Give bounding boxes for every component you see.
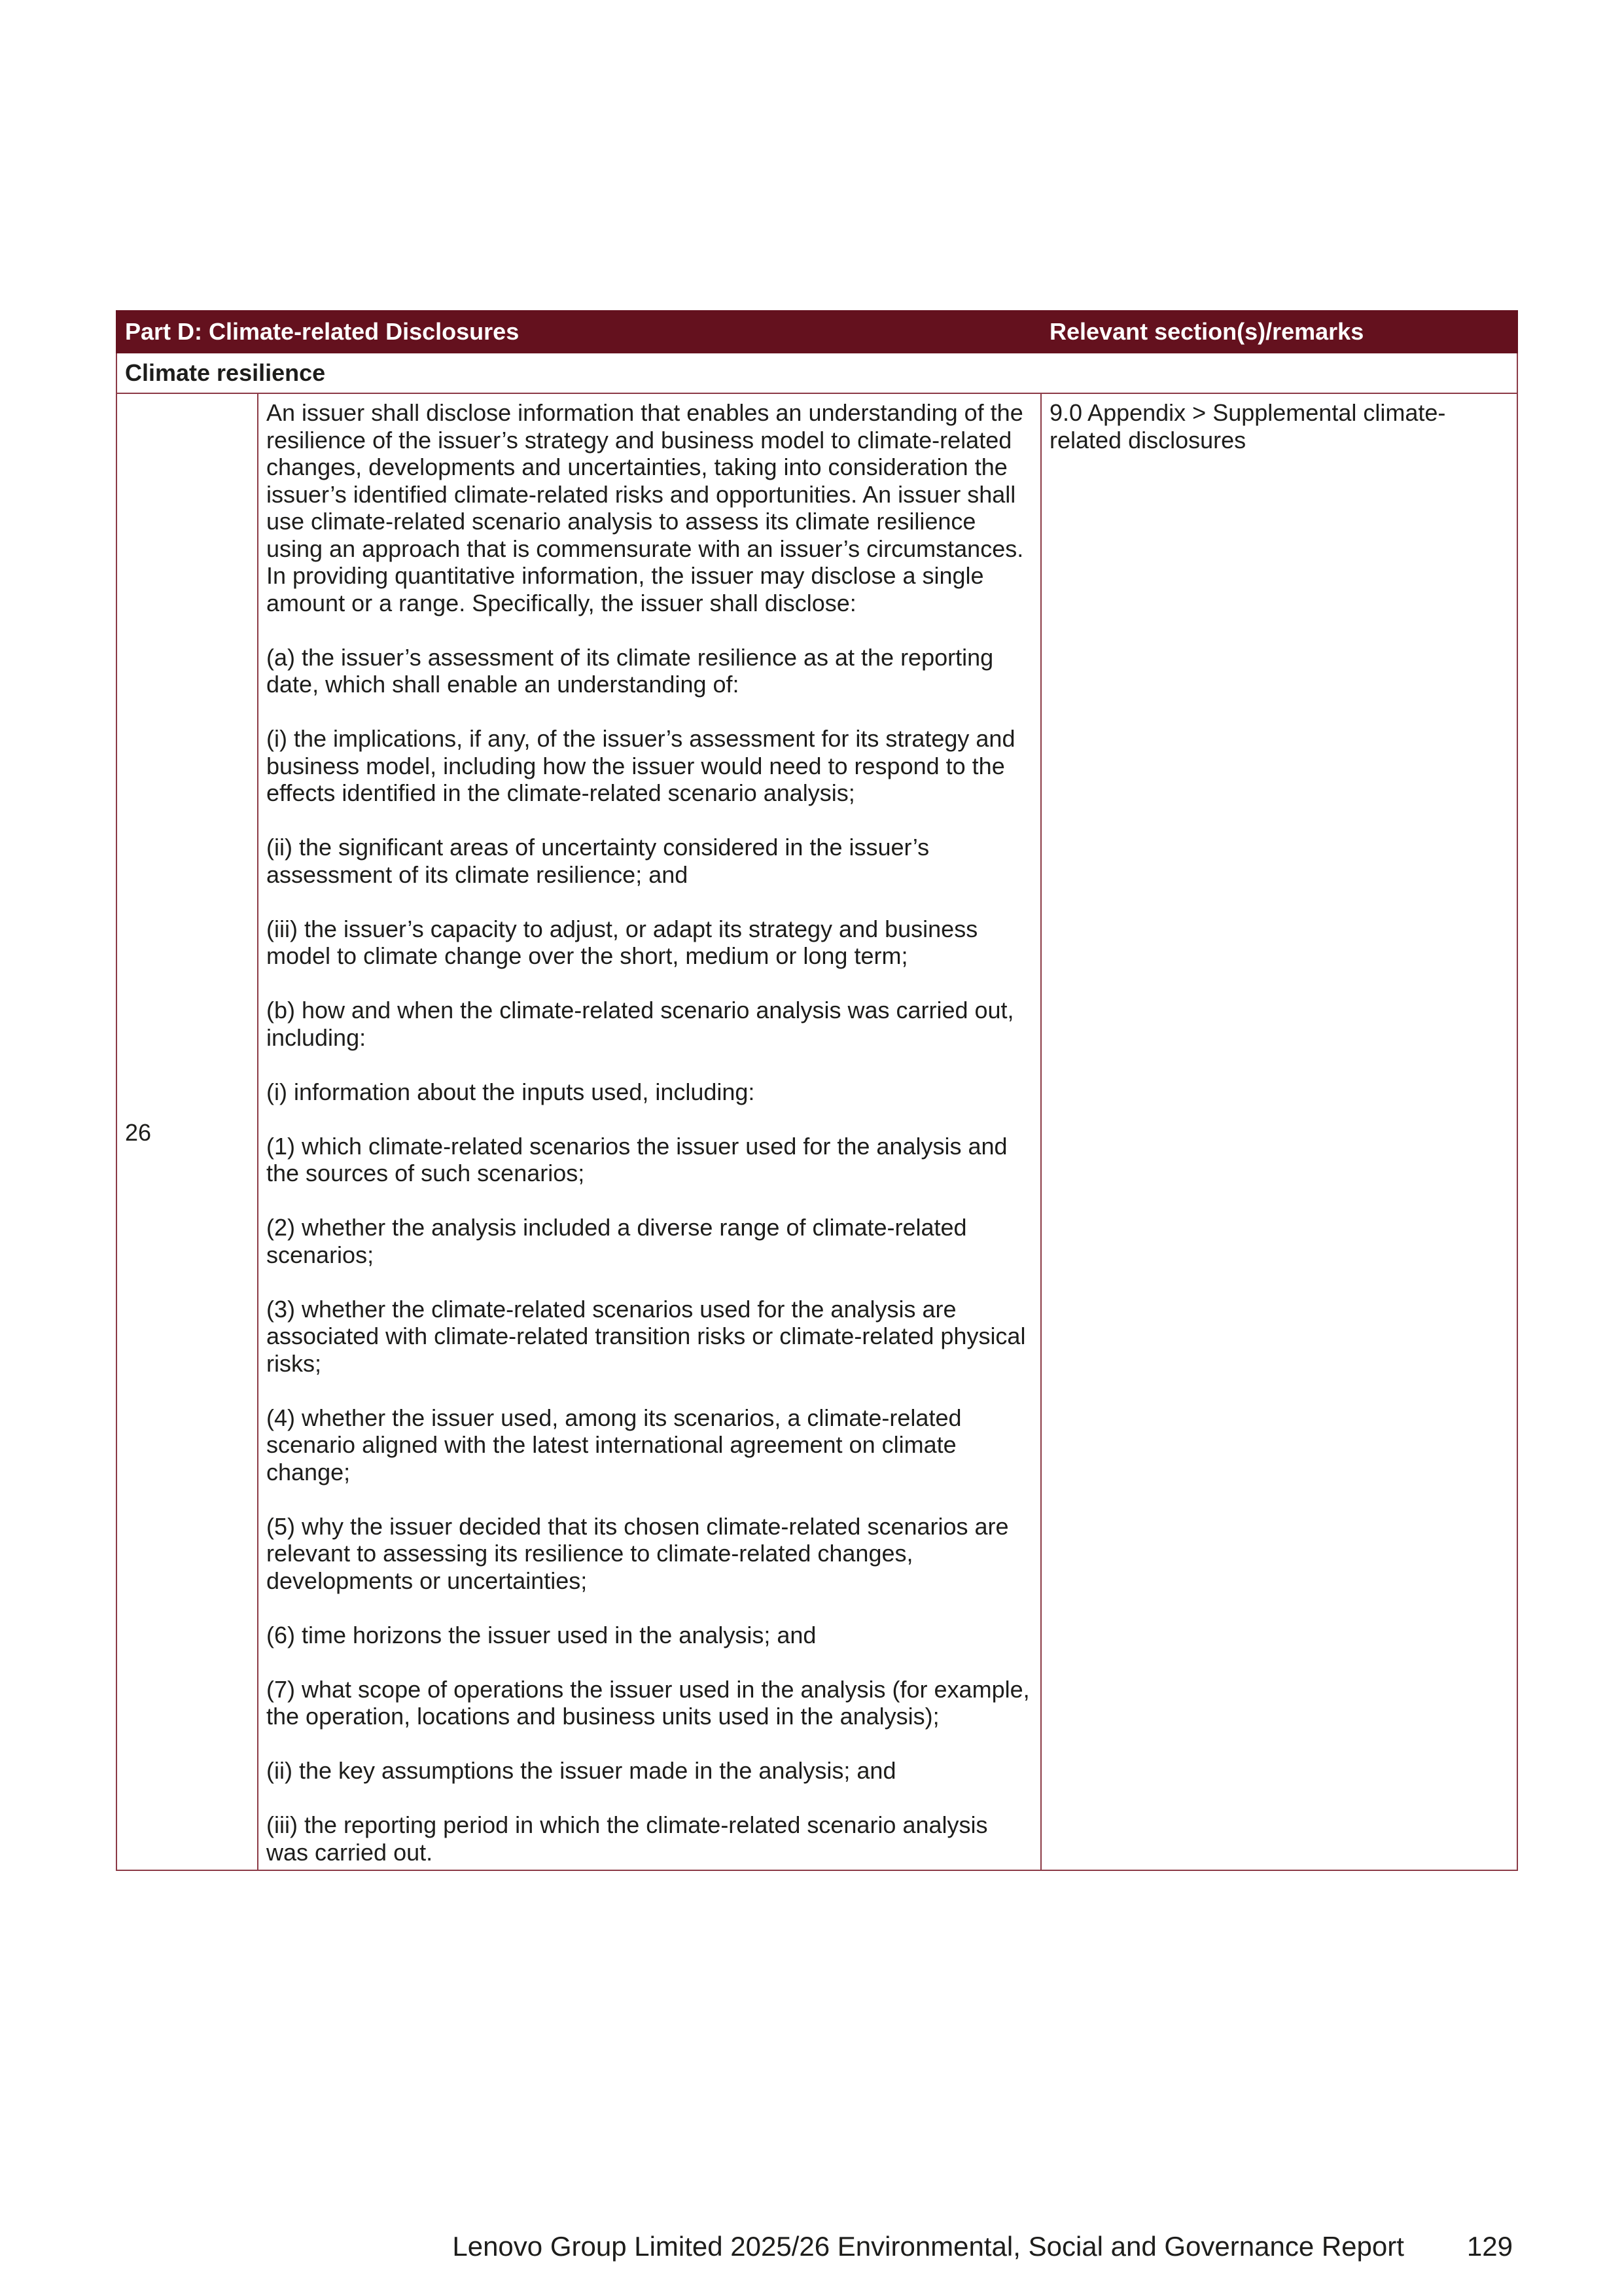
page-number: 129 xyxy=(1466,2231,1513,2262)
requirement-paragraph: (7) what scope of operations the issuer used in the analysis (for example, the operation, locations and business units used in the analysis); xyxy=(266,1675,1030,1730)
header-part-d: Part D: Climate-related Disclosures xyxy=(116,311,1041,353)
requirement-paragraph: (5) why the issuer decided that its chosen climate-related scenarios are relevant to assessing its resilience to climate-related changes, developments or uncertainties; xyxy=(266,1512,1009,1594)
requirement-paragraph: (4) whether the issuer used, among its scenarios, a climate-related scenario aligned with the latest international agreement on climate change; xyxy=(266,1404,962,1486)
requirement-paragraph: (iii) the issuer’s capacity to adjust, or adapt its strategy and business model to climate change over the short, medium or long term; xyxy=(266,915,978,969)
disclosure-requirement xyxy=(258,393,1041,1870)
requirement-paragraph: An issuer shall disclose information that enables an understanding of the resilience of the issuer’s strategy and business model to climate-related changes, developments and uncertainties, taking into consideration the issuer’s identified climate-related risks and opportunities. An issuer shall use climate-related scenario analysis to assess its climate resilience using an approach that is commensurate with an issuer’s circumstances. In providing quantitative information, the issuer may disclose a single amount or a range. Specifically, the issuer shall disclose: xyxy=(266,399,1024,616)
footer-report-title: Lenovo Group Limited 2025/26 Environmental, Social and Governance Report xyxy=(452,2231,1404,2262)
requirement-paragraph: (i) the implications, if any, of the issuer’s assessment for its strategy and business model, including how the issuer would need to respond to the effects identified in the climate-related scenario analysis; xyxy=(266,725,1015,806)
requirement-paragraph: (6) time horizons the issuer used in the analysis; and xyxy=(266,1621,817,1648)
disclosure-number: 26 xyxy=(116,393,258,1870)
requirement-paragraph: (b) how and when the climate-related scenario analysis was carried out, including: xyxy=(266,997,1014,1051)
requirement-paragraph: (i) information about the inputs used, including: xyxy=(266,1078,755,1105)
requirement-paragraph: (ii) the significant areas of uncertainty considered in the issuer’s assessment of its climate resilience; and xyxy=(266,834,930,888)
table-row xyxy=(116,393,1517,1870)
section-row xyxy=(116,353,1517,393)
requirement-paragraph: (ii) the key assumptions the issuer made in the analysis; and xyxy=(266,1757,896,1784)
requirement-paragraph: (2) whether the analysis included a diverse range of climate-related scenarios; xyxy=(266,1214,967,1268)
disclosure-table xyxy=(116,310,1518,1871)
disclosure-remarks: 9.0 Appendix > Supplemental climate-related disclosures xyxy=(1041,393,1517,1870)
table-header-row xyxy=(116,311,1517,353)
section-title: Climate resilience xyxy=(116,353,1517,393)
requirement-paragraph: (3) whether the climate-related scenarios used for the analysis are associated with climate-related transition risks or climate-related physical risks; xyxy=(266,1295,1026,1377)
requirement-paragraph: (a) the issuer’s assessment of its climate resilience as at the reporting date, which shall enable an understanding of: xyxy=(266,643,994,698)
header-remarks: Relevant section(s)/remarks xyxy=(1041,311,1517,353)
page-footer xyxy=(452,2230,1513,2263)
requirement-paragraph: (iii) the reporting period in which the climate-related scenario analysis was carried out. xyxy=(266,1811,988,1866)
requirement-paragraph: (1) which climate-related scenarios the issuer used for the analysis and the sources of such scenarios; xyxy=(266,1132,1008,1186)
